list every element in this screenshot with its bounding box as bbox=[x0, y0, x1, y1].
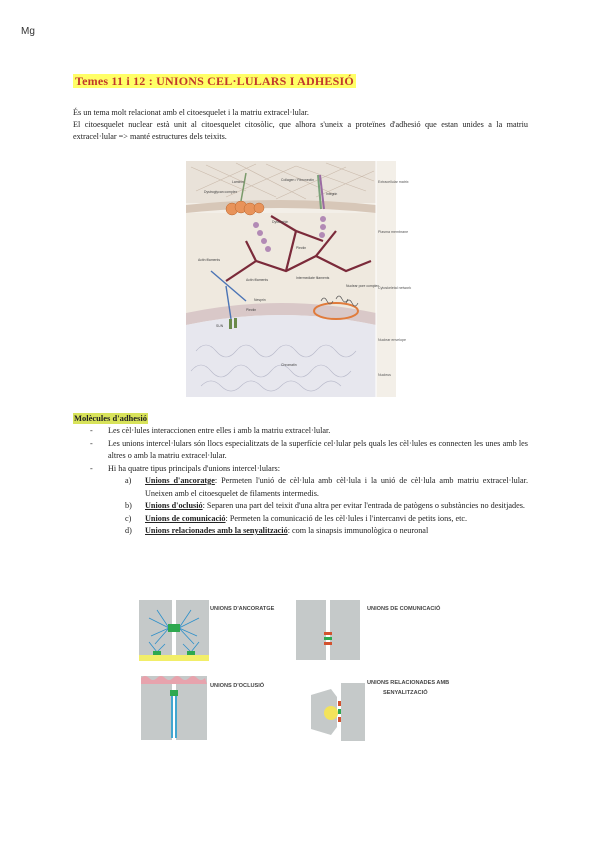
signaling-label-2: SENYALITZACIÓ bbox=[383, 690, 428, 696]
bullet-dash-icon: - bbox=[90, 426, 93, 435]
figure-label-if: Intermediate filaments bbox=[296, 276, 330, 280]
figure-label-collagen: Collagen / Fibronectin bbox=[281, 178, 314, 182]
figure-label-laminin: Laminin bbox=[232, 180, 244, 184]
figure-label-membrane: Plasma membrane bbox=[378, 230, 409, 234]
figure-label-integrin: Integrin bbox=[326, 192, 338, 196]
figure-label-envelope: Nuclear envelope bbox=[378, 338, 406, 342]
occluding-label: UNIONS D'OCLUSIÓ bbox=[210, 683, 265, 689]
figure-label-plectin: Plectin bbox=[296, 246, 307, 250]
figure-label-sun: SUN bbox=[216, 324, 224, 328]
section-heading: Molècules d'adhesió bbox=[74, 413, 147, 423]
figure-label-nucleus: Nucleus bbox=[378, 373, 391, 377]
junction-type-name: Unions de comunicació bbox=[145, 513, 226, 523]
page-title: Temes 11 i 12 : UNIONS CEL·LULARS I ADHESIÓ bbox=[75, 74, 354, 88]
figure-label-npc: Nuclear pore complex bbox=[346, 284, 379, 288]
communication-label: UNIONS DE COMUNICACIÓ bbox=[367, 606, 441, 612]
cytoskeleton-figure bbox=[186, 161, 412, 397]
figure-label-plectin-2: Plectin bbox=[246, 308, 257, 312]
anchoring-junction-diagram bbox=[139, 600, 209, 662]
bullet-dash-icon: - bbox=[90, 463, 93, 473]
signaling-label-1: UNIONS RELACIONADES AMB bbox=[367, 680, 450, 686]
list-item: - Les cèl·lules interaccionen entre elles i amb la matriu extracel·lular. bbox=[90, 425, 528, 438]
bullet-dash-icon: - bbox=[90, 438, 93, 448]
anchoring-label: UNIONS D'ANCORATGE bbox=[210, 606, 275, 612]
list-item: - Les unions intercel·lulars són llocs especialitzats de la superfície cel·lular pels quals les cèl·lules es connecten les unes amb les altres o amb la matriu extracel·lular. bbox=[90, 438, 528, 460]
list-item: - Hi ha quatre tipus principals d'unions intercel·lulars: bbox=[90, 463, 528, 476]
junction-type-item: b) Unions d'oclusió: Separen una part del teixit d'una altra per evitar l'entrada de patògens o substàncies no desitjades. bbox=[125, 501, 525, 510]
junction-type-name: Unions d'ancoratge bbox=[145, 476, 215, 485]
figure-label-chromatin: Chromatin bbox=[281, 363, 297, 367]
communication-junction-diagram bbox=[296, 600, 360, 660]
figure-label-dystroglycan: Dystroglycan complex bbox=[204, 190, 238, 194]
intro-paragraph-2: El citoesquelet nuclear està unit al citoesquelet citosòlic, que alhora s'uneix a proteïnes d'adhesió que estan unides a la matriu extracel·lular => manté estructures dels teixits. bbox=[73, 120, 528, 141]
junction-type-name: Unions relacionades amb la senyalització bbox=[145, 526, 288, 535]
junction-type-item: d) Unions relacionades amb la senyalització: com la sinapsis immunològica o neuronal bbox=[125, 526, 429, 535]
junction-type-name: Unions d'oclusió bbox=[145, 501, 203, 510]
junction-type-item: a) Unions d'ancoratge: Permeten l'unió de cèl·lula amb cèl·lula i la unió de cèl·lula amb matriu extracel·lular. Uneixen amb el citoesquelet de filaments intermedis. bbox=[125, 476, 528, 498]
figure-label-nesprin: Nesprin bbox=[254, 298, 266, 302]
figure-label-actin-2: Actin filaments bbox=[246, 278, 269, 282]
header-mark: Mg bbox=[21, 26, 35, 37]
figure-label-dystrophin: Dystrophin bbox=[272, 220, 289, 224]
junction-type-item: c) Unions de comunicació: Permeten la comunicació de les cèl·lules i l'intercanvi de petits ions, etc. bbox=[125, 513, 468, 523]
bullet-list bbox=[90, 425, 528, 538]
signaling-junction-diagram bbox=[311, 683, 365, 741]
figure-label-ecm: Extracellular matrix bbox=[378, 180, 409, 184]
intro-paragraph-1: És un tema molt relacionat amb el citoesquelet i la matriu extracel·lular. bbox=[73, 108, 309, 117]
occluding-junction-diagram bbox=[141, 676, 207, 740]
intro-text bbox=[73, 107, 528, 143]
figure-label-cytoskeleton: Cytoskeletal network bbox=[378, 286, 412, 290]
figure-label-actin: Actin filaments bbox=[198, 258, 221, 262]
